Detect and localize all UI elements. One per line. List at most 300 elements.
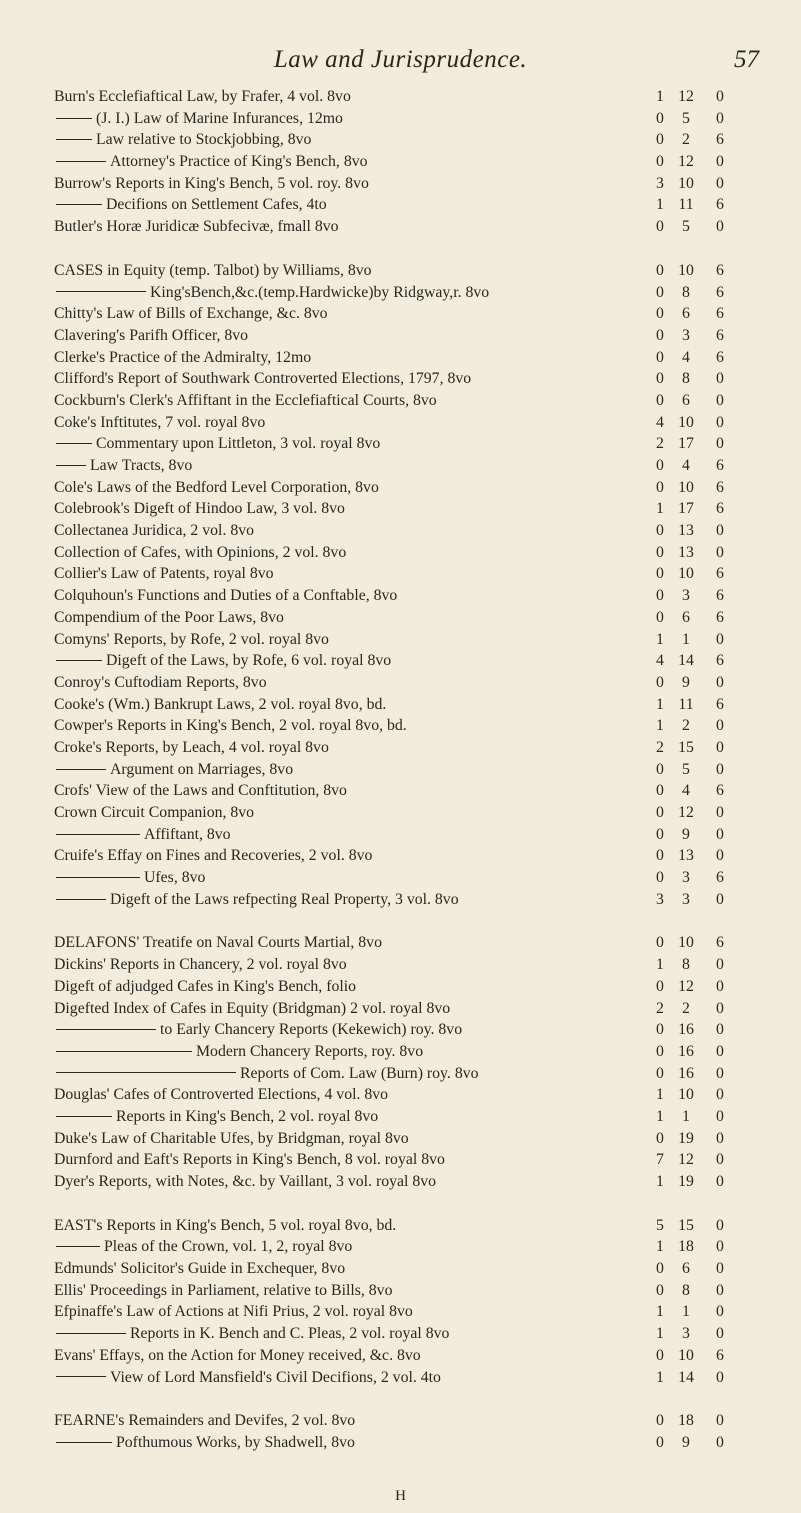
price-shillings: 6: [682, 608, 690, 626]
price-pounds: 1: [656, 196, 664, 214]
price-shillings: 17: [678, 500, 694, 518]
ditto-dash: [56, 1246, 100, 1247]
entry-title: [54, 412, 265, 434]
price-shillings: 4: [682, 457, 690, 474]
entry-title-text: Burrow's Reports in King's Bench, 5 vol. roy. 8vo: [54, 174, 369, 192]
entry-title-text: Efpinaffe's Law of Actions at Nifi Prius, 2 vol. royal 8vo: [54, 1303, 413, 1321]
price-pounds: 0: [656, 1042, 664, 1060]
price-shillings: 13: [678, 522, 694, 540]
entry-title: [56, 455, 192, 477]
entry-title: [54, 520, 254, 542]
price-shillings: 3: [682, 890, 690, 908]
catalogue-entry: [0, 520, 801, 542]
price-pounds: 4: [656, 652, 664, 670]
catalogue-entry: [0, 542, 801, 564]
price-pence: 0: [716, 847, 724, 865]
price-shillings: 12: [678, 1151, 694, 1169]
price-pounds: 5: [656, 1216, 664, 1234]
price-pence: 6: [716, 348, 724, 366]
entry-title: [54, 1084, 388, 1106]
catalogue-entries: [0, 86, 801, 1454]
price-shillings: 8: [682, 283, 690, 301]
entry-title-text: Attorney's Practice of King's Bench, 8vo: [110, 153, 368, 171]
price-pence: 0: [716, 109, 724, 127]
price-shillings: 17: [678, 435, 694, 453]
price-shillings: 2: [682, 999, 690, 1017]
entry-title: [54, 715, 407, 737]
entry-title-text: Croke's Reports, by Leach, 4 vol. royal 8vo: [54, 738, 329, 756]
page-header: [0, 46, 801, 82]
entry-title-text: Digeft of adjudged Cafes in King's Bench, folio: [54, 977, 357, 995]
price-shillings: 1: [682, 1107, 690, 1125]
catalogue-entry: [0, 433, 801, 455]
entry-title-text: EAST's Reports in King's Bench, 5 vol. royal 8vo, bd.: [54, 1216, 397, 1234]
price-pence: 6: [716, 131, 724, 149]
price-pounds: 0: [656, 218, 664, 236]
price-shillings: 18: [678, 1412, 694, 1430]
ditto-dash: [56, 161, 106, 162]
catalogue-entry: [0, 998, 801, 1020]
price-shillings: 6: [682, 391, 690, 409]
entry-title: [54, 976, 356, 998]
entry-title: [54, 86, 351, 108]
entry-title-text: Collectanea Juridica, 2 vol. 8vo: [54, 522, 255, 540]
price-pounds: 0: [656, 804, 664, 821]
price-pounds: 0: [656, 1021, 664, 1039]
price-pence: 0: [716, 370, 724, 388]
price-pounds: 0: [656, 1064, 664, 1082]
entry-title: [54, 737, 329, 759]
price-pounds: 0: [656, 1433, 664, 1451]
price-shillings: 13: [678, 543, 694, 561]
price-shillings: 2: [682, 717, 690, 735]
catalogue-entry: [0, 694, 801, 716]
price-pence: 0: [716, 1238, 724, 1256]
price-pounds: 1: [656, 1368, 664, 1386]
price-shillings: 15: [678, 1216, 694, 1234]
entry-title-text: Conroy's Cuftodiam Reports, 8vo: [54, 673, 267, 691]
catalogue-entry: [0, 737, 801, 759]
catalogue-entry: [0, 629, 801, 651]
price-shillings: 10: [678, 261, 694, 279]
entry-title-text: Collier's Law of Patents, royal 8vo: [54, 565, 274, 583]
entry-title: [54, 1410, 355, 1432]
entry-title: [56, 108, 343, 130]
catalogue-entry: [0, 867, 801, 889]
entry-title-text: Commentary upon Littleton, 3 vol. royal 8vo: [96, 435, 381, 453]
catalogue-entry: [0, 151, 801, 173]
price-pence: 6: [716, 587, 724, 605]
section-gap: [0, 1193, 801, 1215]
entry-title-text: Evans' Effays, on the Action for Money received, &c. 8vo: [54, 1346, 421, 1364]
entry-title-text: Law Tracts, 8vo: [90, 457, 193, 474]
price-pounds: 0: [656, 587, 664, 605]
entry-title: [56, 194, 327, 216]
price-shillings: 12: [678, 153, 694, 171]
catalogue-entry: [0, 672, 801, 694]
entry-title: [56, 867, 205, 889]
price-pence: 0: [716, 1021, 724, 1039]
section-gap: [0, 910, 801, 932]
price-pence: 0: [716, 153, 724, 171]
entry-title-text: Argument on Marriages, 8vo: [110, 760, 294, 778]
price-shillings: 1: [682, 1303, 690, 1321]
catalogue-entry: [0, 585, 801, 607]
catalogue-entry: [0, 347, 801, 369]
price-pence: 6: [716, 1346, 724, 1364]
catalogue-entry: [0, 194, 801, 216]
price-pounds: 1: [656, 1303, 664, 1321]
entry-title: [56, 824, 231, 846]
entry-title-text: Dickins' Reports in Chancery, 2 vol. royal 8vo: [54, 956, 347, 974]
entry-title-text: Affiftant, 8vo: [144, 825, 231, 843]
entry-title: [54, 780, 347, 802]
price-pence: 0: [716, 760, 724, 778]
price-shillings: 14: [678, 652, 694, 670]
price-pence: 0: [716, 88, 724, 105]
catalogue-entry: [0, 824, 801, 846]
entry-title-text: Reports of Com. Law (Burn) roy. 8vo: [240, 1064, 479, 1082]
catalogue-entry: [0, 932, 801, 954]
catalogue-entry: [0, 498, 801, 520]
entry-title: [54, 1149, 445, 1171]
price-shillings: 10: [678, 1086, 694, 1104]
entry-title-text: Clifford's Report of Southwark Controverted Elections, 1797, 8vo: [54, 370, 472, 388]
price-pence: 0: [716, 174, 724, 192]
price-shillings: 3: [682, 587, 690, 605]
catalogue-entry: [0, 889, 801, 911]
catalogue-entry: [0, 650, 801, 672]
price-pounds: 0: [656, 977, 664, 995]
price-pounds: 3: [656, 174, 664, 192]
price-shillings: 5: [682, 760, 690, 778]
price-pounds: 0: [656, 348, 664, 366]
entry-title: [54, 1128, 409, 1150]
price-pence: 0: [716, 1173, 724, 1190]
catalogue-entry: [0, 1410, 801, 1432]
price-pence: 6: [716, 457, 724, 474]
entry-title: [54, 1258, 345, 1280]
catalogue-entry: [0, 412, 801, 434]
price-pounds: 1: [656, 1173, 664, 1190]
price-shillings: 8: [682, 370, 690, 388]
entry-title: [54, 932, 382, 954]
entry-title-text: Ufes, 8vo: [144, 869, 206, 887]
entry-title: [54, 542, 346, 564]
ditto-dash: [56, 1051, 192, 1052]
entry-title: [54, 216, 339, 238]
price-shillings: 16: [678, 1064, 694, 1082]
price-pence: 6: [716, 934, 724, 952]
entry-title: [54, 368, 471, 390]
price-pounds: 1: [656, 88, 664, 105]
price-pounds: 1: [656, 1107, 664, 1125]
catalogue-entry: [0, 1041, 801, 1063]
price-pounds: 0: [656, 1260, 664, 1278]
price-pounds: 0: [656, 934, 664, 952]
entry-title: [56, 1106, 378, 1128]
entry-title: [54, 1280, 392, 1302]
entry-title: [54, 498, 345, 520]
ditto-dash: [56, 118, 92, 119]
price-pounds: 0: [656, 782, 664, 800]
price-pence: 0: [716, 738, 724, 756]
price-pounds: 0: [656, 1412, 664, 1430]
price-pounds: 0: [656, 760, 664, 778]
price-shillings: 9: [682, 1433, 690, 1451]
entry-title: [54, 347, 311, 369]
entry-title-text: (J. I.) Law of Marine Infurances, 12mo: [96, 109, 343, 127]
entry-title-text: to Early Chancery Reports (Kekewich) roy. 8vo: [160, 1021, 463, 1039]
price-pence: 0: [716, 673, 724, 691]
catalogue-entry: [0, 1323, 801, 1345]
entry-title-text: Compendium of the Poor Laws, 8vo: [54, 608, 284, 626]
price-shillings: 3: [682, 326, 690, 344]
price-pence: 0: [716, 1412, 724, 1430]
entry-title-text: Ellis' Proceedings in Parliament, relative to Bills, 8vo: [54, 1281, 393, 1299]
ditto-dash: [56, 1333, 126, 1334]
price-shillings: 12: [678, 804, 694, 821]
price-shillings: 12: [678, 977, 694, 995]
entry-title-text: View of Lord Mansfield's Civil Decifions, 2 vol. 4to: [110, 1368, 441, 1386]
price-pounds: 4: [656, 413, 664, 431]
catalogue-entry: [0, 303, 801, 325]
catalogue-entry: [0, 129, 801, 151]
catalogue-entry: [0, 1432, 801, 1454]
price-shillings: 5: [682, 218, 690, 236]
price-pence: 0: [716, 522, 724, 540]
catalogue-entry: [0, 802, 801, 824]
price-pence: 0: [716, 1129, 724, 1147]
price-pounds: 0: [656, 305, 664, 323]
section-gap: [0, 238, 801, 260]
price-pounds: 0: [656, 391, 664, 409]
entry-title-text: Crofs' View of the Laws and Conftitution, 8vo: [54, 782, 347, 800]
entry-title: [54, 173, 369, 195]
entry-title: [54, 998, 450, 1020]
price-shillings: 10: [678, 478, 694, 496]
entry-title-text: Cruife's Effay on Fines and Recoveries, 2 vol. 8vo: [54, 847, 373, 865]
entry-title-text: Pofthumous Works, by Shadwell, 8vo: [116, 1433, 355, 1451]
catalogue-entry: [0, 715, 801, 737]
price-pounds: 0: [656, 522, 664, 540]
ditto-dash: [56, 291, 146, 292]
catalogue-entry: [0, 780, 801, 802]
entry-title-text: Crown Circuit Companion, 8vo: [54, 804, 255, 821]
price-pounds: 0: [656, 1129, 664, 1147]
ditto-dash: [56, 660, 102, 661]
price-pounds: 1: [656, 695, 664, 713]
entry-title: [56, 1019, 462, 1041]
section-gap: [0, 1388, 801, 1410]
entry-title-text: Clavering's Parifh Officer, 8vo: [54, 326, 249, 344]
price-pence: 0: [716, 1151, 724, 1169]
price-pence: 6: [716, 652, 724, 670]
price-pence: 0: [716, 1042, 724, 1060]
ditto-dash: [56, 443, 92, 444]
price-shillings: 11: [678, 196, 694, 214]
entry-title: [54, 845, 372, 867]
catalogue-entry: [0, 368, 801, 390]
price-pounds: 0: [656, 673, 664, 691]
entry-title: [54, 477, 379, 499]
entry-title: [54, 1301, 413, 1323]
entry-title-text: Cowper's Reports in King's Bench, 2 vol. royal 8vo, bd.: [54, 717, 407, 735]
price-pence: 6: [716, 283, 724, 301]
entry-title: [54, 585, 397, 607]
price-pounds: 1: [656, 717, 664, 735]
entry-title: [56, 650, 391, 672]
price-shillings: 19: [678, 1173, 694, 1190]
price-pence: 0: [716, 717, 724, 735]
price-pounds: 0: [656, 326, 664, 344]
entry-title-text: Modern Chancery Reports, roy. 8vo: [196, 1042, 424, 1060]
price-shillings: 10: [678, 413, 694, 431]
catalogue-entry: [0, 607, 801, 629]
entry-title-text: Reports in K. Bench and C. Pleas, 2 vol. royal 8vo: [130, 1325, 450, 1343]
price-pence: 0: [716, 1086, 724, 1104]
price-pence: 6: [716, 565, 724, 583]
price-pence: 6: [716, 869, 724, 887]
ditto-dash: [56, 1116, 112, 1117]
price-pounds: 0: [656, 1281, 664, 1299]
entry-title: [54, 260, 372, 282]
price-pounds: 0: [656, 1346, 664, 1364]
price-pounds: 1: [656, 500, 664, 518]
entry-title: [54, 607, 284, 629]
catalogue-entry: [0, 1215, 801, 1237]
entry-title: [56, 1432, 355, 1454]
catalogue-entry: [0, 1258, 801, 1280]
entry-title: [54, 390, 437, 412]
price-shillings: 8: [682, 956, 690, 974]
entry-title: [54, 802, 254, 824]
catalogue-entry: [0, 260, 801, 282]
price-shillings: 13: [678, 847, 694, 865]
catalogue-entry: [0, 108, 801, 130]
catalogue-entry: [0, 1367, 801, 1389]
running-title: Law and Jurisprudence.: [273, 46, 528, 73]
entry-title-text: Colquhoun's Functions and Duties of a Conftable, 8vo: [54, 587, 398, 605]
entry-title: [54, 629, 329, 651]
entry-title-text: Reports in King's Bench, 2 vol. royal 8vo: [116, 1107, 379, 1125]
price-pence: 6: [716, 782, 724, 800]
entry-title: [54, 303, 328, 325]
catalogue-entry: [0, 1280, 801, 1302]
price-pence: 0: [716, 1325, 724, 1343]
catalogue-entry: [0, 1149, 801, 1171]
price-shillings: 5: [682, 109, 690, 127]
catalogue-entry: [0, 1345, 801, 1367]
entry-title: [54, 954, 347, 976]
price-pence: 0: [716, 413, 724, 431]
price-pence: 0: [716, 543, 724, 561]
price-shillings: 10: [678, 565, 694, 583]
entry-title: [56, 1041, 423, 1063]
entry-title-text: Chitty's Law of Bills of Exchange, &c. 8vo: [54, 305, 328, 323]
price-pounds: 0: [656, 565, 664, 583]
catalogue-entry: [0, 1019, 801, 1041]
entry-title: [56, 129, 311, 151]
price-pence: 0: [716, 999, 724, 1017]
entry-title-text: King'sBench,&c.(temp.Hardwicke)by Ridgway,r. 8vo: [150, 283, 490, 301]
price-pounds: 0: [656, 457, 664, 474]
price-shillings: 15: [678, 738, 694, 756]
entry-title-text: Pleas of the Crown, vol. 1, 2, royal 8vo: [104, 1238, 353, 1256]
price-pence: 0: [716, 435, 724, 453]
ditto-dash: [56, 1442, 112, 1443]
price-pounds: 0: [656, 543, 664, 561]
entry-title-text: Comyns' Reports, by Rofe, 2 vol. royal 8vo: [54, 630, 329, 648]
ditto-dash: [56, 1072, 236, 1073]
entry-title-text: DELAFONS' Treatife on Naval Courts Martial, 8vo: [54, 934, 382, 952]
price-shillings: 3: [682, 1325, 690, 1343]
price-pence: 0: [716, 1216, 724, 1234]
price-pence: 6: [716, 695, 724, 713]
price-shillings: 6: [682, 1260, 690, 1278]
price-pence: 0: [716, 890, 724, 908]
catalogue-entry: [0, 86, 801, 108]
price-pounds: 2: [656, 435, 664, 453]
price-shillings: 8: [682, 1281, 690, 1299]
entry-title: [56, 1063, 479, 1085]
catalogue-entry: [0, 845, 801, 867]
entry-title-text: Edmunds' Solicitor's Guide in Exchequer, 8vo: [54, 1260, 346, 1278]
price-pounds: 7: [656, 1151, 664, 1169]
price-pence: 0: [716, 1260, 724, 1278]
price-shillings: 6: [682, 305, 690, 323]
price-pounds: 0: [656, 608, 664, 626]
entry-title: [54, 563, 274, 585]
price-shillings: 16: [678, 1042, 694, 1060]
price-shillings: 16: [678, 1021, 694, 1039]
entry-title-text: Digeft of the Laws refpecting Real Property, 3 vol. 8vo: [110, 890, 459, 908]
entry-title-text: Colebrook's Digeft of Hindoo Law, 3 vol. 8vo: [54, 500, 345, 518]
catalogue-entry: [0, 1084, 801, 1106]
price-pence: 0: [716, 1433, 724, 1451]
price-shillings: 18: [678, 1238, 694, 1256]
catalogue-entry: [0, 455, 801, 477]
catalogue-entry: [0, 1106, 801, 1128]
entry-title-text: Collection of Cafes, with Opinions, 2 vol. 8vo: [54, 543, 347, 561]
ditto-dash: [56, 899, 106, 900]
catalogue-entry: [0, 1128, 801, 1150]
entry-title: [56, 282, 489, 304]
catalogue-entry: [0, 173, 801, 195]
price-pence: 0: [716, 825, 724, 843]
price-pounds: 0: [656, 825, 664, 843]
price-shillings: 11: [678, 695, 694, 713]
ditto-dash: [56, 204, 102, 205]
entry-title: [54, 1171, 436, 1193]
catalogue-entry: [0, 759, 801, 781]
entry-title: [56, 151, 368, 173]
price-pence: 0: [716, 1368, 724, 1386]
catalogue-entry: [0, 1301, 801, 1323]
price-pence: 0: [716, 391, 724, 409]
price-pence: 0: [716, 956, 724, 974]
price-pounds: 0: [656, 869, 664, 887]
price-pounds: 1: [656, 1086, 664, 1104]
entry-title-text: Cooke's (Wm.) Bankrupt Laws, 2 vol. royal 8vo, bd.: [54, 695, 387, 713]
catalogue-entry: [0, 216, 801, 238]
catalogue-entry: [0, 390, 801, 412]
price-pounds: 1: [656, 956, 664, 974]
price-pounds: 2: [656, 738, 664, 756]
catalogue-entry: [0, 954, 801, 976]
price-pence: 6: [716, 500, 724, 518]
price-shillings: 4: [682, 348, 690, 366]
